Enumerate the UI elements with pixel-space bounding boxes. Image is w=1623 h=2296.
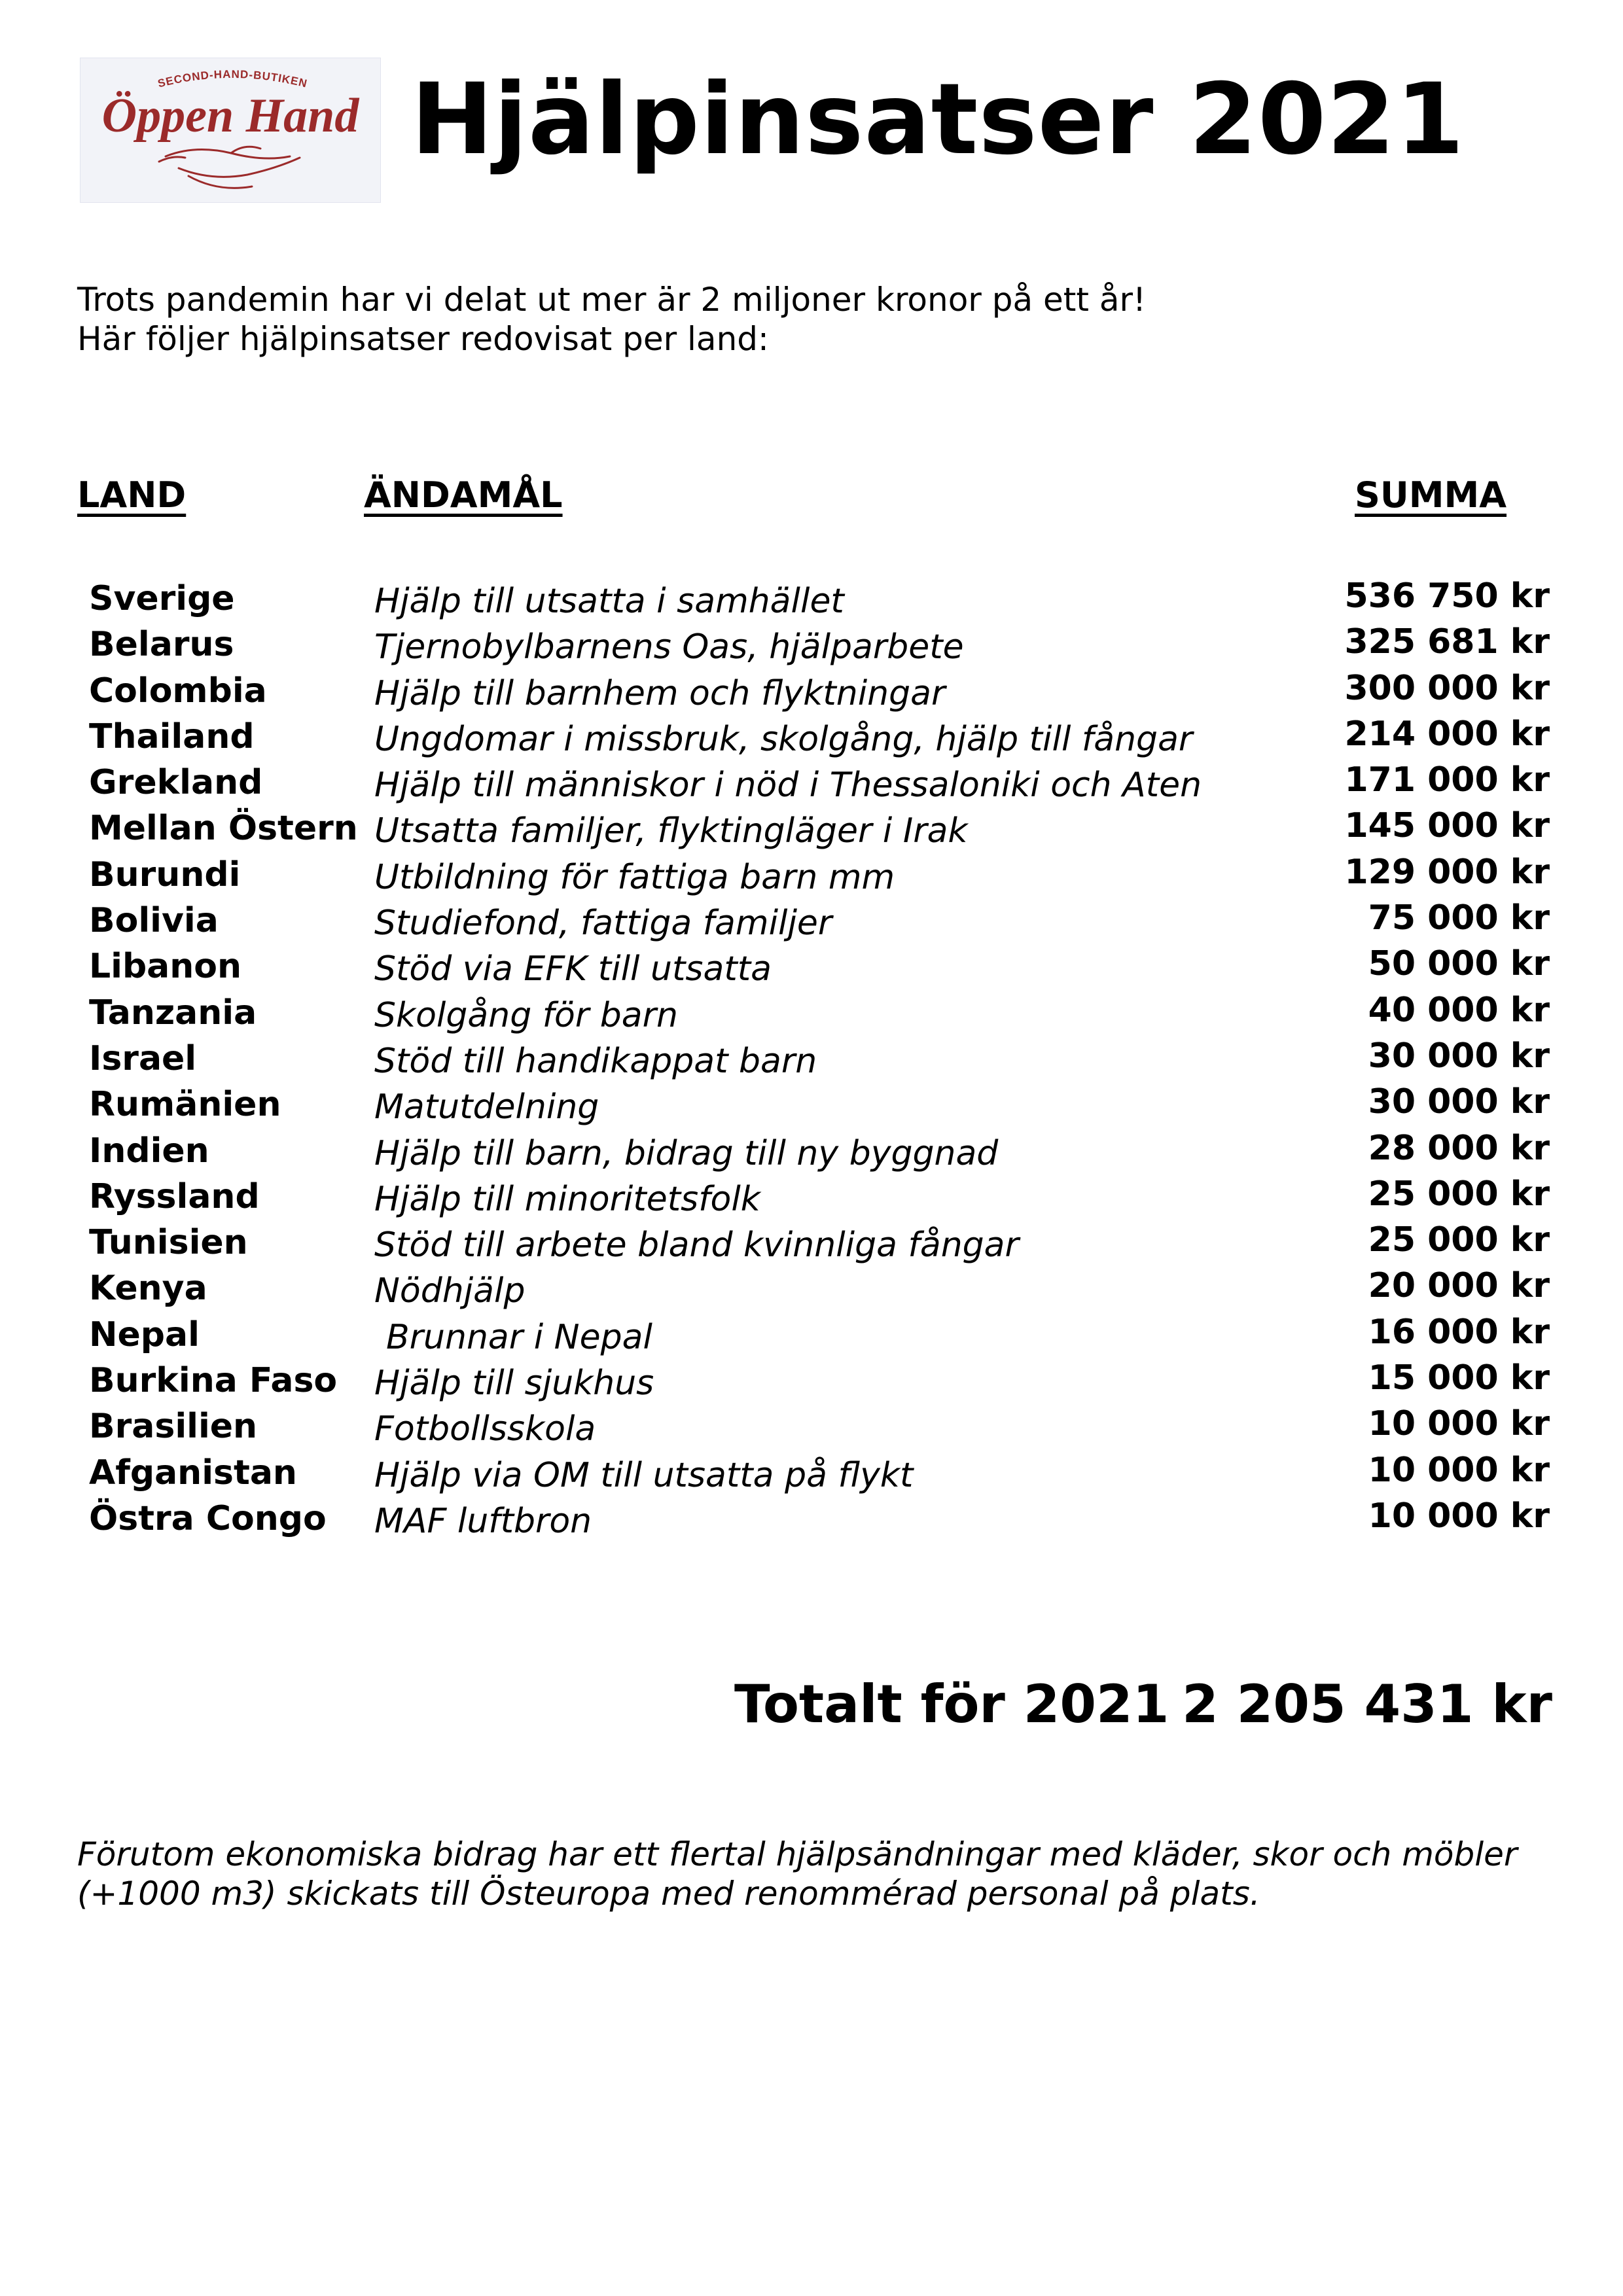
purpose-cell: Hjälp till människor i nöd i Thessaloniki och Aten [374, 766, 1202, 805]
table-row [0, 805, 1623, 851]
country-cell: Kenya [89, 1269, 207, 1309]
table-row [0, 576, 1623, 622]
table-row [0, 1082, 1623, 1127]
sum-cell: 129 000 kr [1344, 852, 1550, 892]
sum-cell: 214 000 kr [1344, 714, 1550, 754]
column-header-land: LAND [77, 474, 187, 516]
country-cell: Mellan Östern [89, 809, 358, 849]
sum-cell: 10 000 kr [1368, 1496, 1550, 1536]
sum-cell: 10 000 kr [1368, 1450, 1550, 1490]
hands-icon [159, 147, 300, 188]
table-row [0, 898, 1623, 944]
purpose-cell: Stöd via EFK till utsatta [374, 949, 772, 989]
table-row [0, 668, 1623, 714]
country-cell: Ryssland [89, 1176, 260, 1216]
purpose-cell: Fotbollsskola [374, 1409, 596, 1449]
intro-line-2: Här följer hjälpinsatser redovisat per land: [77, 320, 769, 358]
logo-name: Öppen Hand [101, 89, 359, 143]
column-header-purpose: ÄNDAMÅL [364, 474, 563, 516]
country-cell: Grekland [89, 763, 263, 803]
purpose-cell: Brunnar i Nepal [386, 1317, 652, 1357]
table-row [0, 1496, 1623, 1542]
sum-cell: 25 000 kr [1368, 1174, 1550, 1214]
country-cell: Libanon [89, 947, 242, 987]
sum-cell: 28 000 kr [1368, 1128, 1550, 1168]
svg-text:SECOND-HAND-BUTIKEN [156, 68, 309, 90]
table-row [0, 1220, 1623, 1265]
purpose-cell: Utbildning för fattiga barn mm [374, 857, 895, 897]
sum-cell: 325 681 kr [1344, 622, 1550, 662]
country-cell: Bolivia [89, 901, 219, 941]
country-cell: Tanzania [89, 993, 257, 1033]
intro-line-1: Trots pandemin har vi delat ut mer är 2 miljoner kronor på ett år! [77, 281, 1147, 319]
table-row [0, 1312, 1623, 1358]
footnote: Förutom ekonomiska bidrag har ett flertal hjälpsändningar med kläder, skor och möbler (+1000 m3) skickats till Östeuropa med renommérad personal på plats. [77, 1835, 1518, 1913]
table-row [0, 852, 1623, 898]
purpose-cell: Utsatta familjer, flyktingläger i Irak [374, 811, 968, 851]
purpose-cell: Nödhjälp [374, 1271, 526, 1311]
page-title: Hjälpinsatser 2021 [411, 63, 1465, 177]
sum-cell: 20 000 kr [1368, 1266, 1550, 1306]
sum-cell: 30 000 kr [1368, 1082, 1550, 1122]
sum-cell: 16 000 kr [1368, 1312, 1550, 1352]
table-row [0, 1128, 1623, 1174]
total-label: Totalt för 2021 [734, 1674, 1169, 1735]
purpose-cell: Hjälp till minoritetsfolk [374, 1179, 760, 1219]
sum-cell: 536 750 kr [1344, 576, 1550, 616]
table-row [0, 1358, 1623, 1404]
purpose-cell: Matutdelning [374, 1087, 599, 1127]
logo-graphic [80, 58, 380, 202]
table-row [0, 714, 1623, 760]
country-cell: Belarus [89, 625, 234, 665]
purpose-cell: Stöd till arbete bland kvinnliga fångar [374, 1226, 1019, 1265]
table-row [0, 1265, 1623, 1311]
country-cell: Israel [89, 1038, 197, 1078]
country-cell: Brasilien [89, 1407, 258, 1447]
country-cell: Indien [89, 1131, 209, 1171]
sum-cell: 40 000 kr [1368, 990, 1550, 1030]
sum-cell: 50 000 kr [1368, 944, 1550, 984]
purpose-cell: Hjälp via OM till utsatta på flykt [374, 1455, 914, 1495]
purpose-cell: Stöd till handikappat barn [374, 1041, 817, 1081]
column-header-sum: SUMMA [1355, 474, 1507, 516]
country-cell: Afganistan [89, 1453, 297, 1492]
table-row [0, 1036, 1623, 1082]
purpose-cell: Hjälp till barn, bidrag till ny byggnad [374, 1133, 999, 1173]
country-cell: Sverige [89, 579, 235, 618]
purpose-cell: Skolgång för barn [374, 995, 678, 1035]
sum-cell: 171 000 kr [1344, 760, 1550, 800]
purpose-cell: Hjälp till barnhem och flyktningar [374, 673, 946, 713]
purpose-cell: Studiefond, fattiga familjer [374, 904, 832, 944]
sum-cell: 15 000 kr [1368, 1358, 1550, 1398]
table-row [0, 990, 1623, 1036]
country-cell: Östra Congo [89, 1498, 327, 1538]
sum-cell: 300 000 kr [1344, 668, 1550, 708]
table-row [0, 1174, 1623, 1220]
table-row [0, 1450, 1623, 1496]
table-row [0, 1404, 1623, 1449]
sum-cell: 25 000 kr [1368, 1220, 1550, 1260]
logo-top-text: SECOND-HAND-BUTIKEN [156, 67, 309, 90]
intro-text [77, 280, 1146, 359]
country-cell: Nepal [89, 1315, 200, 1354]
country-cell: Colombia [89, 671, 267, 711]
table-row [0, 944, 1623, 989]
sum-cell: 145 000 kr [1344, 806, 1550, 846]
sum-cell: 30 000 kr [1368, 1036, 1550, 1076]
purpose-cell: Hjälp till sjukhus [374, 1364, 654, 1404]
country-cell: Burkina Faso [89, 1361, 338, 1401]
total-value: 2 205 431 kr [1182, 1674, 1552, 1735]
sum-cell: 75 000 kr [1368, 898, 1550, 938]
purpose-cell: Ungdomar i missbruk, skolgång, hjälp till fångar [374, 719, 1193, 759]
purpose-cell: Tjernobylbarnens Oas, hjälparbete [374, 627, 964, 667]
sum-cell: 10 000 kr [1368, 1404, 1550, 1444]
country-cell: Tunisien [89, 1223, 248, 1263]
table-row [0, 622, 1623, 667]
country-cell: Rumänien [89, 1085, 281, 1125]
purpose-cell: Hjälp till utsatta i samhället [374, 582, 844, 621]
aid-table [0, 576, 1623, 1542]
purpose-cell: MAF luftbron [374, 1501, 592, 1541]
table-row [0, 760, 1623, 805]
country-cell: Burundi [89, 855, 241, 894]
logo [80, 58, 381, 203]
country-cell: Thailand [89, 716, 255, 756]
